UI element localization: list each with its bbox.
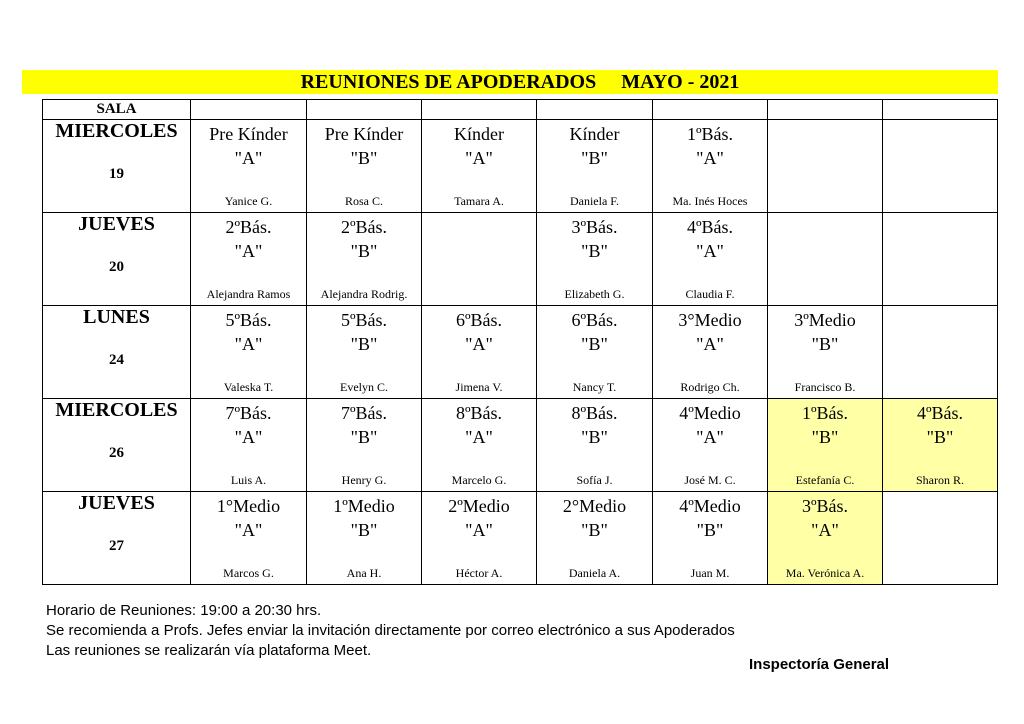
course-block bbox=[191, 215, 306, 263]
course-name: 6ºBás. bbox=[571, 310, 618, 330]
schedule-cell bbox=[307, 399, 422, 492]
course-name: 1°Medio bbox=[216, 496, 281, 516]
schedule-cell bbox=[768, 120, 883, 213]
day-date: 27 bbox=[109, 538, 124, 554]
course-block bbox=[537, 122, 652, 170]
teacher-name: Daniela F. bbox=[569, 194, 620, 208]
course-section: "B" bbox=[811, 427, 839, 447]
course-name: 4ºMedio bbox=[679, 403, 741, 423]
schedule-cell bbox=[768, 306, 883, 399]
header-cell bbox=[768, 100, 883, 120]
course-block bbox=[537, 215, 652, 263]
course-name: 2°Medio bbox=[562, 496, 627, 516]
course-name: 7ºBás. bbox=[225, 403, 272, 423]
teacher-name: Estefanía C. bbox=[795, 473, 855, 487]
course-block bbox=[768, 494, 882, 542]
course-block bbox=[653, 401, 767, 449]
course-name: 3ºBás. bbox=[801, 496, 849, 516]
course-block bbox=[768, 401, 882, 449]
course-section: "B" bbox=[350, 427, 378, 447]
course-section: "A" bbox=[234, 427, 263, 447]
header-cell bbox=[191, 100, 307, 120]
teacher-name: Elizabeth G. bbox=[564, 287, 625, 301]
schedule-cell bbox=[191, 399, 307, 492]
day-name: MIERCOLES bbox=[55, 399, 178, 421]
course-block bbox=[191, 401, 306, 449]
course-block bbox=[768, 308, 882, 356]
schedule-cell bbox=[422, 306, 537, 399]
course-block bbox=[653, 494, 767, 542]
teacher-name: Ma. Inés Hoces bbox=[672, 194, 748, 208]
schedule-cell bbox=[537, 306, 653, 399]
course-block bbox=[883, 401, 997, 449]
schedule-cell bbox=[191, 492, 307, 585]
course-name: 3ºMedio bbox=[794, 310, 856, 330]
day-name: MIERCOLES bbox=[55, 120, 178, 142]
course-block bbox=[422, 122, 536, 170]
schedule-table bbox=[42, 99, 998, 585]
schedule-cell bbox=[883, 306, 998, 399]
schedule-cell bbox=[307, 120, 422, 213]
course-section: "A" bbox=[696, 148, 724, 168]
course-section: "B" bbox=[350, 148, 378, 168]
course-section: "A" bbox=[696, 241, 724, 261]
teacher-name: Alejandra Ramos bbox=[206, 287, 291, 301]
course-section: "A" bbox=[465, 427, 493, 447]
course-section: "B" bbox=[581, 241, 608, 261]
teacher-name: Sofía J. bbox=[576, 473, 613, 487]
course-section: "A" bbox=[465, 148, 493, 168]
teacher-name: Francisco B. bbox=[794, 380, 856, 394]
header-cell bbox=[307, 100, 422, 120]
course-name: 3ºBás. bbox=[571, 217, 618, 237]
teacher-name: Henry G. bbox=[341, 473, 387, 487]
course-name: 8ºBás. bbox=[455, 403, 503, 423]
day-date: 20 bbox=[109, 259, 124, 275]
schedule-cell bbox=[191, 306, 307, 399]
course-block bbox=[537, 308, 652, 356]
day-name: JUEVES bbox=[78, 213, 155, 235]
course-section: "B" bbox=[811, 334, 839, 354]
course-section: "A" bbox=[465, 520, 493, 540]
day-cell bbox=[43, 213, 191, 306]
course-section: "A" bbox=[465, 334, 493, 354]
teacher-name: Rodrigo Ch. bbox=[680, 380, 740, 394]
course-section: "A" bbox=[696, 427, 724, 447]
schedule-cell bbox=[883, 213, 998, 306]
schedule-cell bbox=[768, 492, 883, 585]
teacher-name: José M. C. bbox=[684, 473, 736, 487]
sala-header bbox=[43, 100, 191, 120]
course-block bbox=[191, 494, 306, 542]
schedule-cell bbox=[883, 399, 998, 492]
course-section: "A" bbox=[234, 241, 263, 261]
schedule-cell bbox=[307, 492, 422, 585]
teacher-name: Evelyn C. bbox=[340, 380, 388, 394]
course-name: Kínder bbox=[569, 124, 620, 144]
course-name: 2ºBás. bbox=[225, 217, 272, 237]
course-name: 4ºBás. bbox=[916, 403, 964, 423]
day-date: 24 bbox=[109, 352, 124, 368]
course-name: 2ºMedio bbox=[448, 496, 510, 516]
sala-label: SALA bbox=[96, 101, 137, 117]
header-cell bbox=[653, 100, 768, 120]
course-section: "B" bbox=[581, 520, 608, 540]
course-section: "B" bbox=[581, 427, 608, 447]
course-section: "B" bbox=[696, 520, 724, 540]
schedule-row bbox=[43, 120, 998, 213]
teacher-name: Héctor A. bbox=[455, 566, 503, 580]
course-block bbox=[191, 308, 306, 356]
note-platform: Las reuniones se realizarán vía plataforma Meet. bbox=[46, 642, 372, 659]
course-block bbox=[422, 308, 536, 356]
course-block bbox=[307, 215, 421, 263]
day-date: 19 bbox=[109, 166, 124, 182]
day-name: LUNES bbox=[83, 306, 150, 328]
course-block bbox=[307, 401, 421, 449]
header-cell bbox=[422, 100, 537, 120]
header-row bbox=[43, 100, 998, 120]
schedule-cell bbox=[883, 120, 998, 213]
course-section: "B" bbox=[926, 427, 954, 447]
schedule-cell bbox=[883, 492, 998, 585]
course-section: "B" bbox=[350, 241, 378, 261]
course-name: 4ºBás. bbox=[686, 217, 734, 237]
course-name: 7ºBás. bbox=[340, 403, 388, 423]
teacher-name: Sharon R. bbox=[916, 473, 964, 487]
course-section: "B" bbox=[350, 334, 378, 354]
course-block bbox=[307, 308, 421, 356]
teacher-name: Rosa C. bbox=[344, 194, 383, 208]
course-block bbox=[422, 401, 536, 449]
title-main: REUNIONES DE APODERADOS bbox=[300, 71, 597, 93]
course-name: 5ºBás. bbox=[340, 310, 388, 330]
schedule-cell bbox=[307, 213, 422, 306]
course-name: 2ºBás. bbox=[340, 217, 388, 237]
course-block bbox=[537, 401, 652, 449]
course-section: "B" bbox=[581, 334, 608, 354]
schedule-cell bbox=[191, 120, 307, 213]
schedule-cell bbox=[191, 213, 307, 306]
teacher-name: Ma. Verónica A. bbox=[785, 566, 865, 580]
schedule-cell bbox=[537, 213, 653, 306]
schedule-cell bbox=[422, 399, 537, 492]
course-block bbox=[422, 494, 536, 542]
course-block bbox=[191, 122, 306, 170]
course-block bbox=[307, 122, 421, 170]
course-name: Pre Kínder bbox=[324, 124, 404, 144]
course-name: 8ºBás. bbox=[571, 403, 618, 423]
schedule-row bbox=[43, 213, 998, 306]
header-cell bbox=[537, 100, 653, 120]
course-name: Kínder bbox=[454, 124, 504, 144]
course-section: "A" bbox=[234, 520, 263, 540]
schedule-cell bbox=[307, 306, 422, 399]
schedule-cell bbox=[653, 120, 768, 213]
teacher-name: Jimena V. bbox=[455, 380, 503, 394]
teacher-name: Marcelo G. bbox=[451, 473, 507, 487]
day-cell bbox=[43, 306, 191, 399]
course-section: "B" bbox=[350, 520, 378, 540]
course-name: 5ºBás. bbox=[225, 310, 272, 330]
schedule-cell bbox=[422, 120, 537, 213]
schedule-cell bbox=[768, 213, 883, 306]
schedule-cell bbox=[768, 399, 883, 492]
teacher-name: Nancy T. bbox=[572, 380, 617, 394]
teacher-name: Tamara A. bbox=[454, 194, 504, 208]
title-month: MAYO - 2021 bbox=[621, 71, 740, 93]
note-recommendation: Se recomienda a Profs. Jefes enviar la invitación directamente por correo electrónico a sus Apoderados bbox=[46, 622, 735, 639]
course-block bbox=[307, 494, 421, 542]
teacher-name: Ana H. bbox=[346, 566, 382, 580]
course-block bbox=[653, 122, 767, 170]
course-block bbox=[537, 494, 652, 542]
teacher-name: Valeska T. bbox=[223, 380, 274, 394]
teacher-name: Yanice G. bbox=[224, 194, 273, 208]
course-name: 3°Medio bbox=[678, 310, 742, 330]
schedule-row bbox=[43, 306, 998, 399]
course-section: "A" bbox=[811, 520, 839, 540]
course-section: "A" bbox=[696, 334, 724, 354]
note-schedule: Horario de Reuniones: 19:00 a 20:30 hrs. bbox=[46, 602, 322, 619]
course-section: "B" bbox=[581, 148, 608, 168]
course-name: 1ºBás. bbox=[686, 124, 734, 144]
schedule-cell bbox=[653, 399, 768, 492]
notes-block bbox=[46, 601, 735, 661]
course-name: 1ºMedio bbox=[333, 496, 395, 516]
day-cell bbox=[43, 120, 191, 213]
course-section: "A" bbox=[234, 148, 263, 168]
day-cell bbox=[43, 492, 191, 585]
schedule-cell bbox=[537, 399, 653, 492]
teacher-name: Daniela A. bbox=[568, 566, 621, 580]
day-date: 26 bbox=[109, 445, 124, 461]
teacher-name: Juan M. bbox=[690, 566, 730, 580]
course-name: 4ºMedio bbox=[679, 496, 741, 516]
schedule-cell bbox=[653, 492, 768, 585]
day-cell bbox=[43, 399, 191, 492]
course-section: "A" bbox=[234, 334, 263, 354]
day-name: JUEVES bbox=[78, 492, 155, 514]
signature: Inspectoría General bbox=[749, 656, 890, 673]
schedule-cell bbox=[537, 120, 653, 213]
header-cell bbox=[883, 100, 998, 120]
course-name: Pre Kínder bbox=[209, 124, 288, 144]
course-name: 6ºBás. bbox=[455, 310, 503, 330]
schedule-row bbox=[43, 492, 998, 585]
course-name: 1ºBás. bbox=[801, 403, 849, 423]
schedule-cell bbox=[422, 492, 537, 585]
schedule-cell bbox=[422, 213, 537, 306]
schedule-cell bbox=[653, 306, 768, 399]
course-block bbox=[653, 308, 767, 356]
teacher-name: Claudia F. bbox=[685, 287, 735, 301]
schedule-cell bbox=[537, 492, 653, 585]
page-title bbox=[22, 70, 998, 94]
teacher-name: Luis A. bbox=[230, 473, 267, 487]
teacher-name: Marcos G. bbox=[223, 566, 274, 580]
schedule-row bbox=[43, 399, 998, 492]
schedule-cell bbox=[653, 213, 768, 306]
teacher-name: Alejandra Rodrig. bbox=[320, 287, 408, 301]
course-block bbox=[653, 215, 767, 263]
